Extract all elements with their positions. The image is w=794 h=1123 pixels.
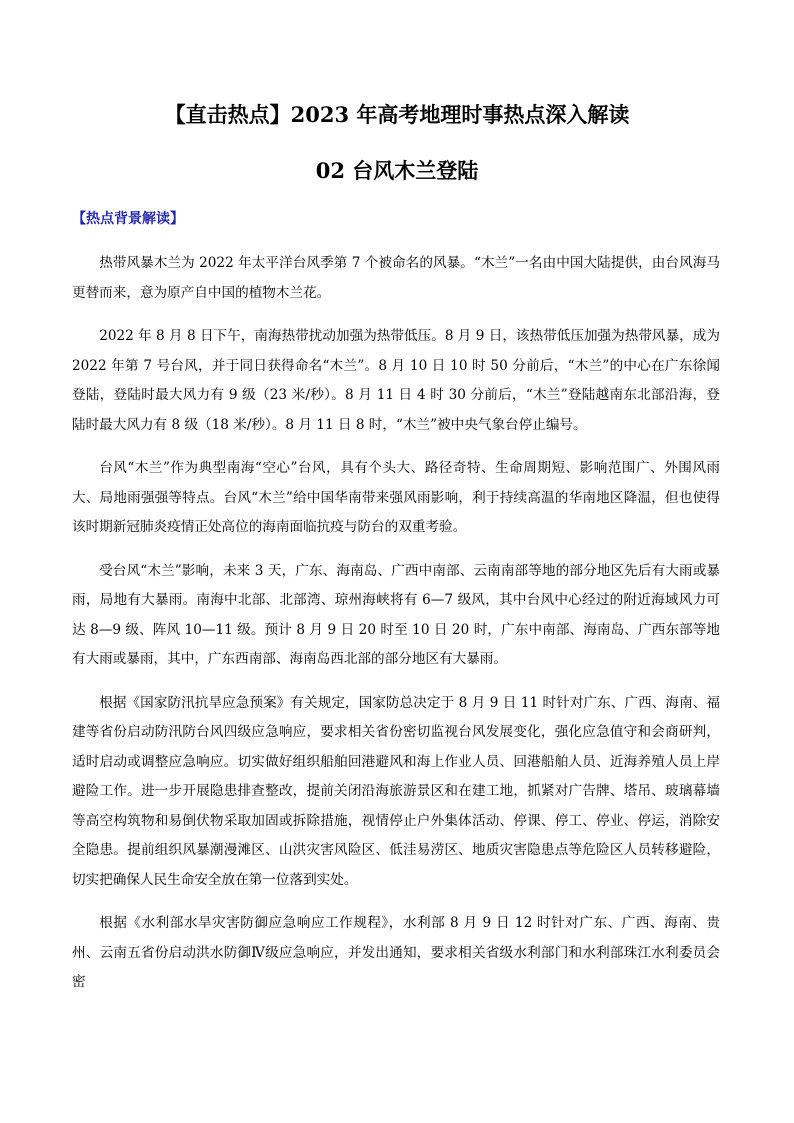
paragraph-2: 2022 年 8 月 8 日下午，南海热带扰动加强为热带低压。8 月 9 日，该热带低压加强为热带风暴，成为 2022 年第 7 号台风，并于同日获得命名“木兰”。8 月 10 日 10 时 50 分前后，“木兰”的中心在广东徐闻登陆，登陆时最大风力有 9 级（23 米/秒）。8 月 11 日 4 时 30 分前后，“木兰”登陆越南东北部沿海，登陆时最大风力有 8 级（18 米/秒）。8 月 11 日 8 时，“木兰”被中央气象台停止编号。 — [72, 328, 720, 433]
paragraph-6: 根据《水利部水旱灾害防御应急响应工作规程》，水利部 8 月 9 日 12 时针对广东、广西、海南、贵州、云南五省份启动洪水防御Ⅳ级应急响应，并发出通知，要求相关省级水利部门和水利部珠江水利委员会密 — [72, 915, 720, 990]
document-body — [72, 249, 720, 1012]
document-title: 【直击热点】2023 年高考地理时事热点深入解读 — [164, 102, 630, 127]
section-heading: 【热点背景解读】 — [72, 211, 184, 227]
paragraph-5: 根据《国家防汛抗旱应急预案》有关规定，国家防总决定于 8 月 9 日 11 时针对广东、广西、海南、福建等省份启动防汛防台风四级应急响应，要求相关省份密切监视台风发展变化，强化应急值守和会商研判，适时启动或调整应急响应。切实做好组织船舶回港避风和海上作业人员、回港船舶人员、近海养殖人员上岸避险工作。进一步开展隐患排查整改，提前关闭沿海旅游景区和在建工地，抓紧对广告牌、塔吊、玻璃幕墙等高空构筑物和易倒伏物采取加固或拆除措施，视情停止户外集体活动、停课、停工、停业、停运，消除安全隐患。提前组织风暴潮漫滩区、山洪灾害风险区、低洼易涝区、地质灾害隐患点等危险区人员转移避险，切实把确保人民生命安全放在第一位落到实处。 — [72, 694, 720, 888]
paragraph-3: 台风“木兰”作为典型南海“空心”台风，具有个头大、路径奇特、生命周期短、影响范围广、外围风雨大、局地雨强强等特点。台风“木兰”给中国华南带来强风雨影响，利于持续高温的华南地区降温，但也使得该时期新冠肺炎疫情正处高位的海南面临抗疫与防台的双重考验。 — [72, 460, 720, 535]
paragraph-1: 热带风暴木兰为 2022 年太平洋台风季第 7 个被命名的风暴。“木兰”一名由中国大陆提供，由台风海马更替而来，意为原产自中国的植物木兰花。 — [72, 255, 720, 301]
document-subtitle: 02 台风木兰登陆 — [315, 158, 479, 183]
paragraph-4: 受台风“木兰”影响，未来 3 天，广东、海南岛、广西中南部、云南南部等地的部分地区先后有大雨或暴雨，局地有大暴雨。南海中北部、北部湾、琼州海峡将有 6—7 级风，其中台风中心经过的附近海域风力可达 8—9 级、阵风 10—11 级。预计 8 月 9 日 20 时至 10 日 20 时，广东中南部、海南岛、广西东部等地有大雨或暴雨，其中，广东西南部、海南岛西北部的部分地区有大暴雨。 — [72, 562, 720, 667]
